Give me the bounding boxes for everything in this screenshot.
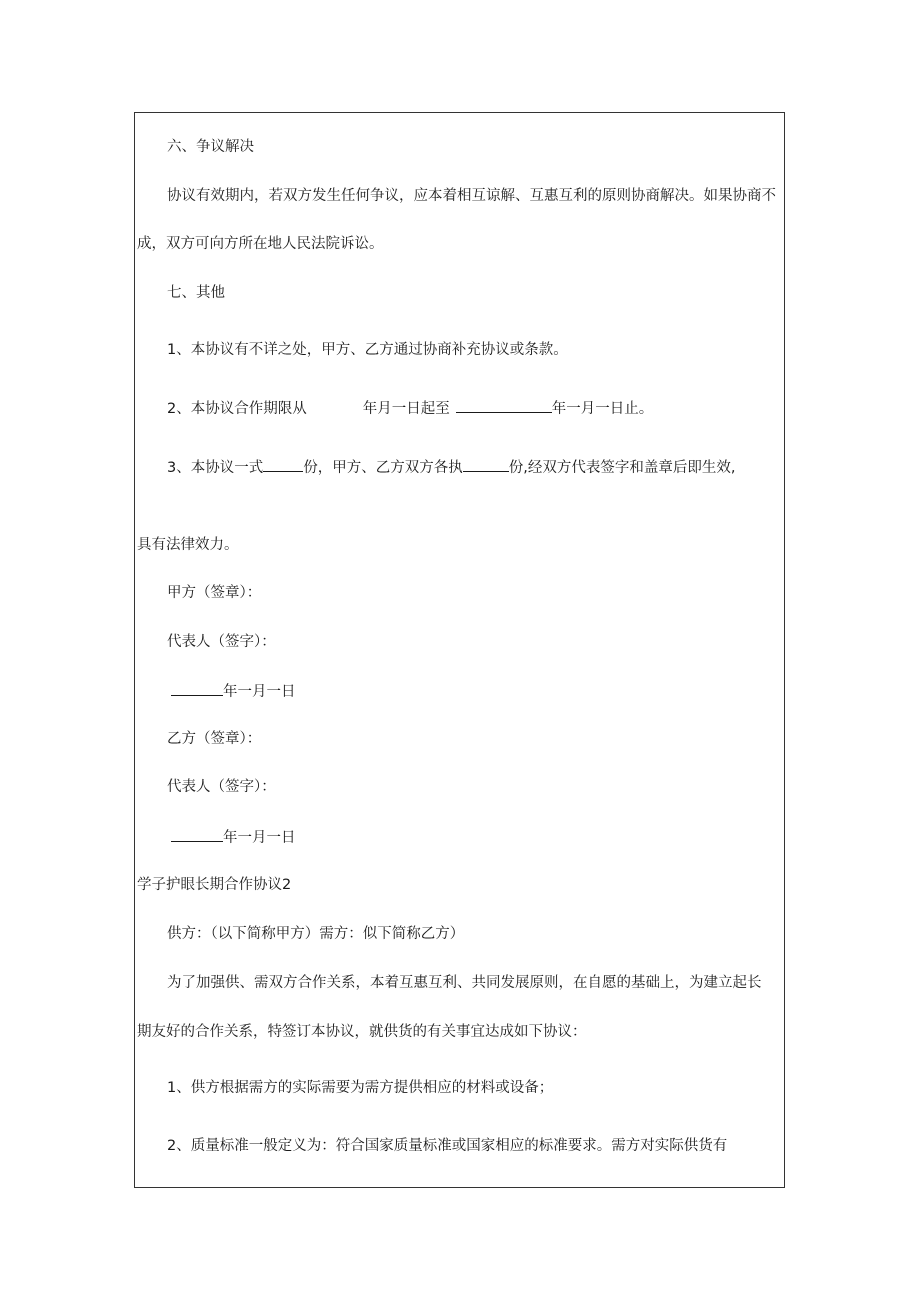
party-a-seal: 甲方（签章）：	[167, 585, 262, 601]
agreement2-intro-line2: 期友好的合作关系，特签订本协议，就供货的有关事宜达成如下协议：	[137, 1024, 587, 1040]
agreement2-intro-line1: 为了加强供、需双方合作关系，本着互惠互利、共同发展原则，在自愿的基础上，为建立起长	[167, 975, 762, 991]
agreement2-title: 学子护眼长期合作协议2	[137, 877, 292, 893]
item-2	[167, 397, 653, 419]
party-b-date-text: 年一月一日	[223, 830, 296, 846]
party-b-representative: 代表人（签字）：	[167, 779, 276, 795]
agreement2-item1: 1、供方根据需方的实际需要为需方提供相应的材料或设备；	[167, 1080, 554, 1096]
section7-heading: 七、其他	[167, 285, 225, 301]
section6-heading: 六、争议解决	[167, 139, 254, 155]
section6-body-line2: 成，双方可向方所在地人民法院诉讼。	[137, 236, 384, 252]
agreement2-parties: 供方：（以下简称甲方）需方：似下简称乙方）	[167, 926, 465, 942]
item3-copies-blank	[263, 456, 303, 472]
agreement2-item2: 2、质量标准一般定义为：符合国家质量标准或国家相应的标准要求。需方对实际供货有	[167, 1138, 728, 1154]
party-a-date	[167, 680, 296, 702]
item2-end-year-blank	[456, 397, 552, 413]
item3-each-blank	[463, 456, 509, 472]
item2-suffix: 年一月一日止。	[551, 401, 654, 417]
party-a-representative: 代表人（签字）：	[167, 634, 276, 650]
party-b-date	[167, 826, 296, 848]
party-a-date-text: 年一月一日	[223, 684, 296, 700]
item-1: 1、本协议有不详之处，甲方、乙方通过协商补充协议或条款。	[167, 342, 568, 358]
item2-mid: 年月一日起至	[362, 401, 450, 417]
item3-mid: 份，甲方、乙方双方各执	[303, 460, 463, 476]
party-a-year-blank	[171, 680, 223, 696]
item3-line2: 具有法律效力。	[137, 537, 239, 553]
party-b-year-blank	[171, 826, 223, 842]
section6-body-line1: 协议有效期内，若双方发生任何争议，应本着相互谅解、互惠互利的原则协商解决。如果协商不	[167, 188, 776, 204]
item3-suffix: 份,经双方代表签字和盖章后即生效,	[508, 460, 736, 476]
party-b-seal: 乙方（签章）：	[167, 731, 262, 747]
item2-prefix: 2、本协议合作期限从	[167, 401, 307, 417]
item3-prefix: 3、本协议一式	[167, 460, 264, 476]
item-3	[167, 456, 735, 478]
